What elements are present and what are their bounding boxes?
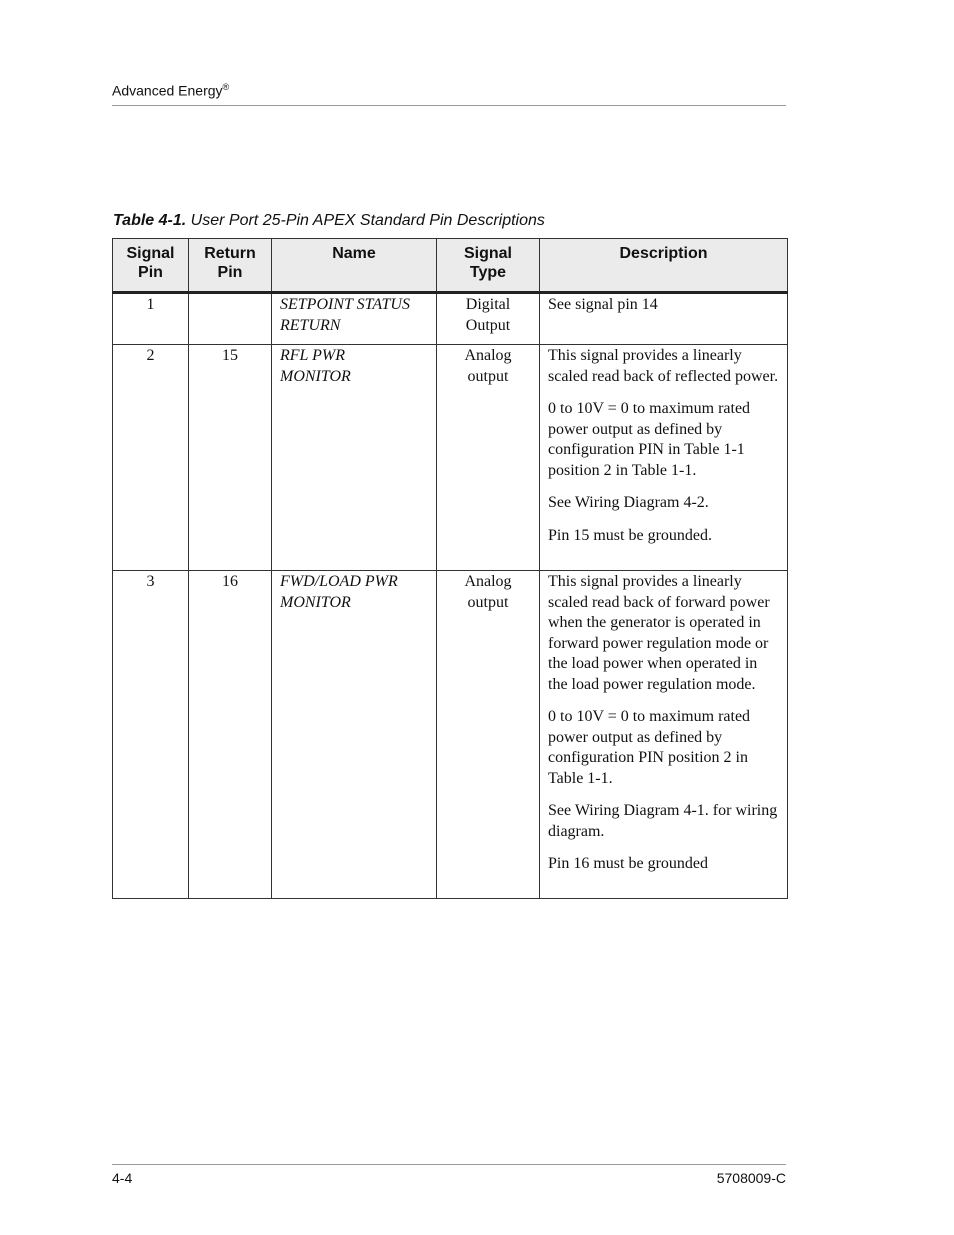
description-paragraph: 0 to 10V = 0 to maximum rated power output as defined by configuration PIN position 2 in Table 1-1. bbox=[548, 708, 751, 787]
page-header bbox=[112, 82, 786, 106]
cell-name: RFL PWR MONITOR bbox=[272, 345, 437, 571]
document-number: 5708009-C bbox=[716, 1170, 786, 1186]
column-header-name: Name bbox=[272, 239, 437, 293]
table-caption bbox=[113, 212, 545, 230]
cell-return-pin bbox=[189, 293, 272, 345]
table-row bbox=[113, 293, 788, 345]
description-paragraph: See Wiring Diagram 4-1. for wiring diagram. bbox=[548, 802, 778, 840]
description-paragraph: See Wiring Diagram 4-2. bbox=[548, 494, 709, 511]
pin-descriptions-table bbox=[112, 238, 788, 899]
description-paragraph: This signal provides a linearly scaled read back of reflected power. bbox=[548, 347, 779, 385]
cell-signal-pin: 3 bbox=[113, 571, 189, 899]
page-footer bbox=[112, 1164, 786, 1186]
cell-return-pin: 16 bbox=[189, 571, 272, 899]
cell-signal-pin: 1 bbox=[113, 293, 189, 345]
description-paragraph: 0 to 10V = 0 to maximum rated power output as defined by configuration PIN in Table 1-1 position 2 in Table 1-1. bbox=[548, 400, 751, 479]
registered-mark: ® bbox=[222, 82, 230, 92]
table-caption-number: Table 4-1. bbox=[113, 212, 187, 229]
company-name: Advanced Energy bbox=[112, 82, 223, 99]
description-paragraph: Pin 16 must be grounded bbox=[548, 855, 708, 872]
description-paragraph: See signal pin 14 bbox=[548, 296, 658, 313]
table-caption-title: User Port 25-Pin APEX Standard Pin Descriptions bbox=[190, 212, 545, 229]
cell-signal-pin: 2 bbox=[113, 345, 189, 571]
cell-name: FWD/LOAD PWR MONITOR bbox=[272, 571, 437, 899]
cell-signal-type: Analog output bbox=[437, 345, 540, 571]
description-paragraph: Pin 15 must be grounded. bbox=[548, 526, 712, 544]
cell-description bbox=[540, 345, 788, 571]
column-header-signal-pin: Signal Pin bbox=[113, 239, 189, 293]
cell-description bbox=[540, 293, 788, 345]
description-paragraph: This signal provides a linearly scaled read back of forward power when the generator is operated in forward power regulation mode or the load power when operated in the load power regulation mode. bbox=[548, 573, 770, 693]
table-row bbox=[113, 571, 788, 899]
cell-return-pin: 15 bbox=[189, 345, 272, 571]
cell-name: SETPOINT STATUS RETURN bbox=[272, 293, 437, 345]
column-header-description: Description bbox=[540, 239, 788, 293]
column-header-return-pin: Return Pin bbox=[189, 239, 272, 293]
page-number: 4-4 bbox=[112, 1170, 133, 1186]
cell-description bbox=[540, 571, 788, 899]
cell-signal-type: Analog output bbox=[437, 571, 540, 899]
cell-signal-type: Digital Output bbox=[437, 293, 540, 345]
table-header-row bbox=[113, 239, 788, 293]
column-header-signal-type: Signal Type bbox=[437, 239, 540, 293]
table-row bbox=[113, 345, 788, 571]
